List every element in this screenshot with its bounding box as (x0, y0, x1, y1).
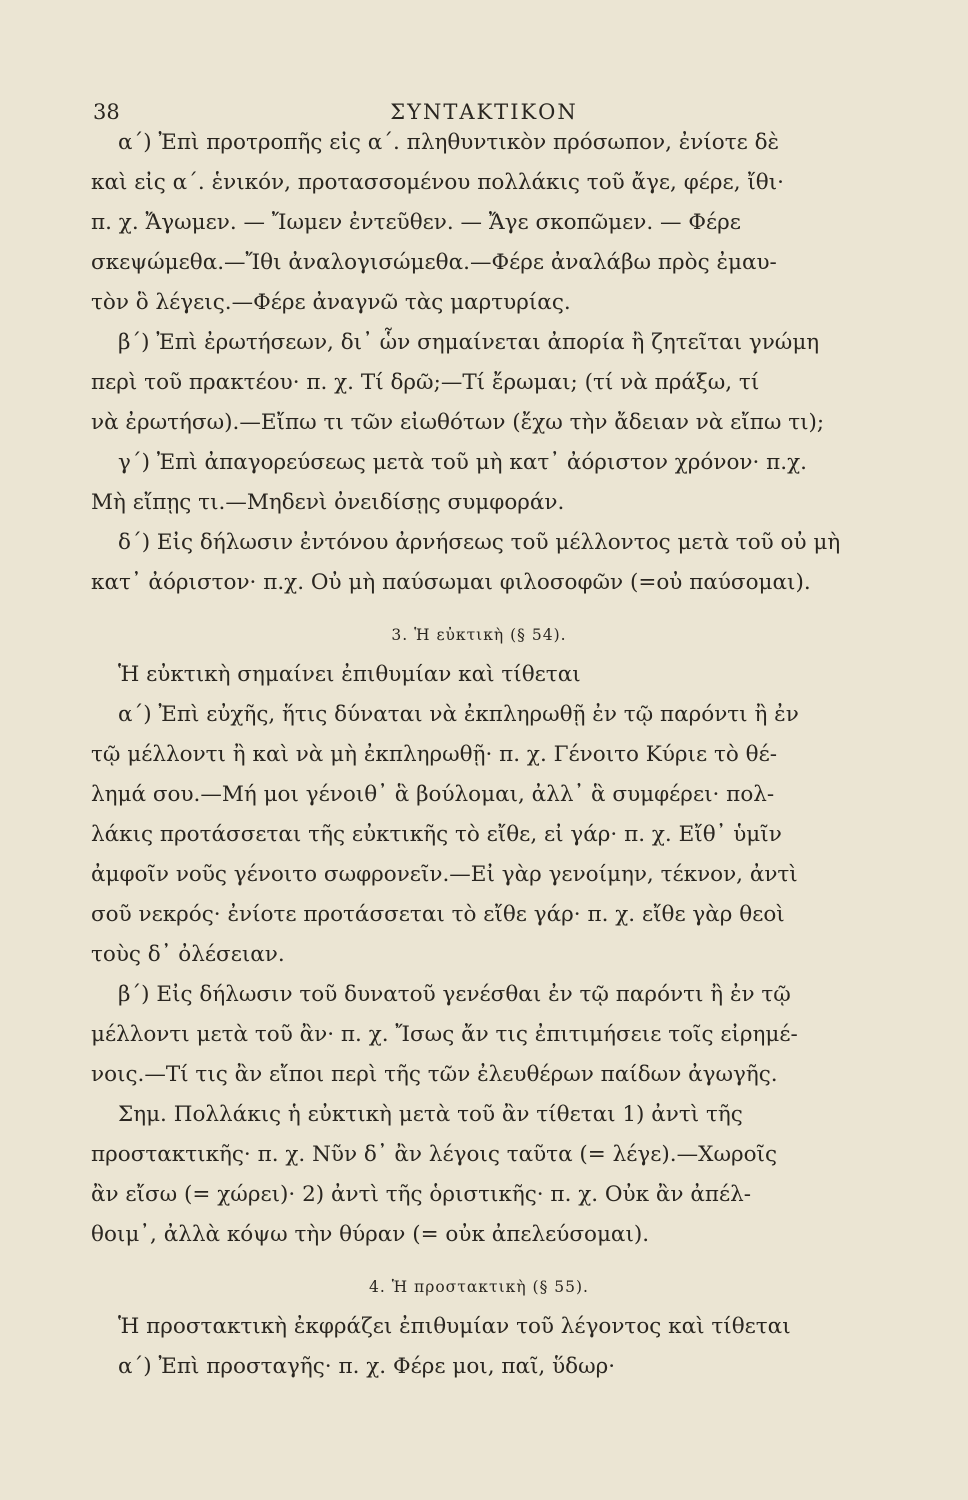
text-line: κατ᾽ ἀόριστον· π.χ. Οὐ μὴ παύσωμαι φιλοσοφῶν (=οὐ παύσομαι). (91, 570, 811, 595)
text-line: Μὴ εἴπῃς τι.—Μηδενὶ ὀνειδίσῃς συμφοράν. (91, 490, 565, 515)
text-line: νοις.—Τί τις ἂν εἴποι περὶ τῆς τῶν ἐλευθέρων παίδων ἀγωγῆς. (91, 1062, 778, 1087)
text-line: σκεψώμεθα.—Ἴθι ἀναλογισώμεθα.—Φέρε ἀναλάβω πρὸς ἐμαυ- (91, 250, 777, 275)
text-line: καὶ εἰς α΄. ἑνικόν, προτασσομένου πολλάκις τοῦ ἄγε, φέρε, ἴθι· (91, 170, 784, 195)
text-line: τὸν ὃ λέγεις.—Φέρε ἀναγνῶ τὰς μαρτυρίας. (91, 290, 571, 315)
text-line: Σημ. Πολλάκις ἡ εὐκτικὴ μετὰ τοῦ ἂν τίθεται 1) ἀντὶ τῆς (118, 1102, 743, 1127)
section-4-text (91, 1307, 867, 1387)
text-line: θοιμ᾽, ἀλλὰ κόψω τὴν θύραν (= οὐκ ἀπελεύσομαι). (91, 1222, 650, 1247)
text-line: δ΄) Εἰς δήλωσιν ἐντόνου ἀρνήσεως τοῦ μέλλοντος μετὰ τοῦ οὐ μὴ (118, 530, 841, 555)
text-line: τῷ μέλλοντι ἢ καὶ νὰ μὴ ἐκπληρωθῇ· π. χ. Γένοιτο Κύριε τὸ θέ- (91, 742, 777, 767)
text-line: α΄) Ἐπὶ εὐχῆς, ἥτις δύναται νὰ ἐκπληρωθῇ ἐν τῷ παρόντι ἢ ἐν (118, 702, 799, 727)
text-line: Ἡ εὐκτικὴ σημαίνει ἐπιθυμίαν καὶ τίθεται (118, 662, 581, 687)
page-number: 38 (93, 100, 120, 124)
text-line: νὰ ἐρωτήσω).—Εἴπω τι τῶν εἰωθότων (ἔχω τὴν ἄδειαν νὰ εἴπω τι); (91, 410, 825, 435)
body-text (91, 123, 867, 1387)
text-line: β΄) Ἐπὶ ἐρωτήσεων, δι᾽ ὧν σημαίνεται ἀπορία ἢ ζητεῖται γνώμη (118, 330, 820, 355)
section-3-text (91, 655, 867, 1255)
text-line: β΄) Εἰς δήλωσιν τοῦ δυνατοῦ γενέσθαι ἐν τῷ παρόντι ἢ ἐν τῷ (118, 982, 791, 1007)
text-line: τοὺς δ᾽ ὀλέσειαν. (91, 942, 285, 967)
paragraph-block-1 (91, 123, 867, 603)
running-head: ΣΥΝΤΑΚΤΙΚΟΝ (390, 100, 578, 124)
text-line: λημά σου.—Μή μοι γένοιθ᾽ ἃ βούλομαι, ἀλλ᾽ ἃ συμφέρει· πολ- (91, 782, 775, 807)
text-line: α΄) Ἐπὶ προσταγῆς· π. χ. Φέρε μοι, παῖ, ὕδωρ· (118, 1354, 616, 1379)
section-heading-4: 4. Ἡ προστακτικὴ (§ 55). (369, 1278, 589, 1296)
text-line: Ἡ προστακτικὴ ἐκφράζει ἐπιθυμίαν τοῦ λέγοντος καὶ τίθεται (118, 1314, 791, 1339)
text-line: α΄) Ἐπὶ προτροπῆς εἰς α΄. πληθυντικὸν πρόσωπον, ἐνίοτε δὲ (118, 130, 780, 155)
text-line: π. χ. Ἄγωμεν. — Ἴωμεν ἐντεῦθεν. — Ἄγε σκοπῶμεν. — Φέρε (91, 210, 741, 235)
text-line: γ΄) Ἐπὶ ἀπαγορεύσεως μετὰ τοῦ μὴ κατ᾽ ἀόριστον χρόνον· π.χ. (118, 450, 807, 475)
text-line: σοῦ νεκρός· ἐνίοτε προτάσσεται τὸ εἴθε γάρ· π. χ. εἴθε γὰρ θεοὶ (91, 902, 785, 927)
text-line: ἀμφοῖν νοῦς γένοιτο σωφρονεῖν.—Εἰ γὰρ γενοίμην, τέκνον, ἀντὶ (91, 862, 798, 887)
section-heading-3: 3. Ἡ εὐκτικὴ (§ 54). (391, 626, 567, 644)
text-line: λάκις προτάσσεται τῆς εὐκτικῆς τὸ εἴθε, εἰ γάρ· π. χ. Εἴθ᾽ ὑμῖν (91, 822, 782, 847)
text-line: ἂν εἴσω (= χώρει)· 2) ἀντὶ τῆς ὁριστικῆς· π. χ. Οὐκ ἂν ἀπέλ- (91, 1182, 752, 1207)
text-line: προστακτικῆς· π. χ. Νῦν δ᾽ ἂν λέγοις ταῦτα (= λέγε).—Χωροῖς (91, 1142, 778, 1167)
text-line: μέλλοντι μετὰ τοῦ ἂν· π. χ. Ἴσως ἄν τις ἐπιτιμήσειε τοῖς εἰρημέ- (91, 1022, 798, 1047)
text-line: περὶ τοῦ πρακτέου· π. χ. Τί δρῶ;—Τί ἔρωμαι; (τί νὰ πράξω, τί (91, 370, 760, 395)
